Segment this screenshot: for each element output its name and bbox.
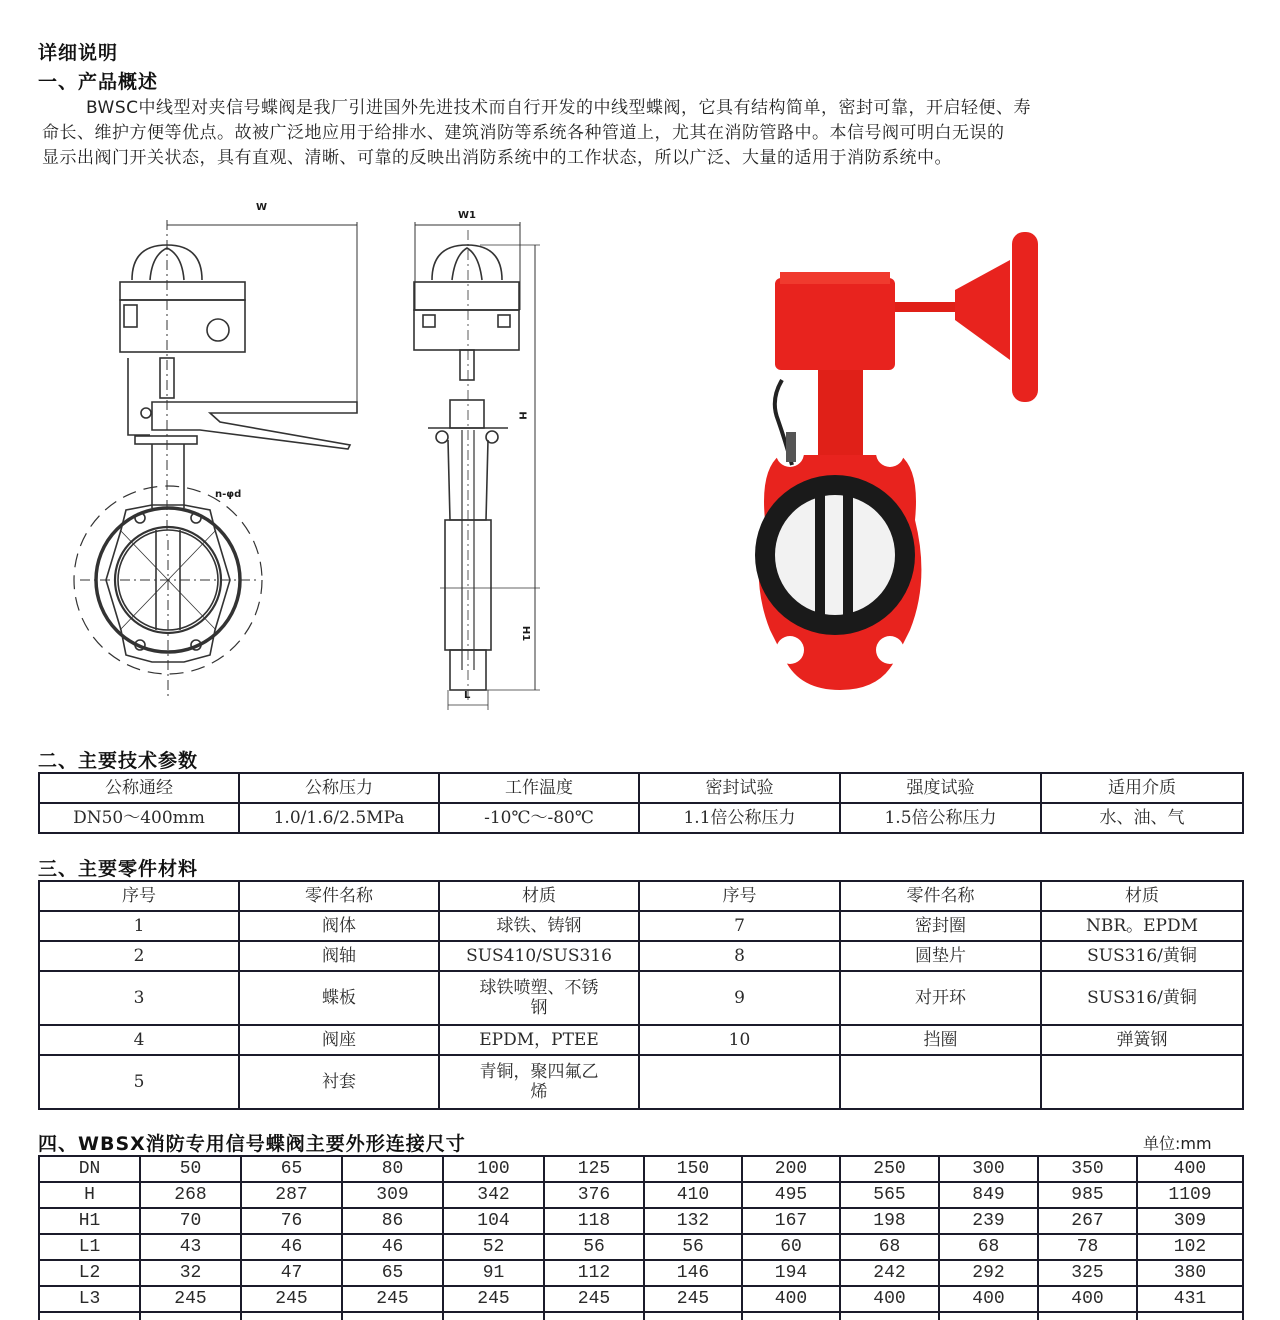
- cell: 245: [644, 1286, 742, 1312]
- header-cell: 序号: [39, 881, 239, 911]
- row-label: H1: [39, 1208, 140, 1234]
- dimension-label-w: W: [256, 202, 268, 213]
- header-cell: 工作温度: [439, 773, 639, 803]
- header-cell: 零件名称: [840, 881, 1041, 911]
- header-cell: 序号: [639, 881, 840, 911]
- dimension-row-h1: [39, 1208, 1243, 1234]
- unit-label: 单位:mm: [1143, 1134, 1212, 1153]
- cell: 100: [443, 1156, 544, 1182]
- dimensions-table: [38, 1155, 1244, 1320]
- cell: 青铜，聚四氟乙烯: [439, 1055, 639, 1109]
- cell: 对开环: [840, 971, 1041, 1025]
- cell: 52: [443, 1234, 544, 1260]
- cell: 309: [342, 1182, 443, 1208]
- param-seal-test: 1.1倍公称压力: [639, 803, 840, 833]
- cell: 167: [742, 1208, 840, 1234]
- cell: 400: [1137, 1156, 1243, 1182]
- dimension-label-w1: W1: [458, 210, 476, 221]
- cell: 325: [1038, 1260, 1137, 1286]
- table-row: [39, 1025, 1243, 1055]
- cell: 46: [342, 1234, 443, 1260]
- cell: SUS410/SUS316: [439, 941, 639, 971]
- cell: 68: [840, 1234, 939, 1260]
- cell: 60: [742, 1234, 840, 1260]
- dimension-row-l3: [39, 1286, 1243, 1312]
- overview-line-2: 命长、维护方便等优点。故被广泛地应用于给排水、建筑消防等系统各种管道上，尤其在消防管路中。本信号阀可明白无误的: [42, 123, 1005, 143]
- product-photo-valve: [730, 220, 1070, 700]
- cell: 287: [241, 1182, 342, 1208]
- cell: 380: [1137, 1260, 1243, 1286]
- section-heading-dimensions: 四、WBSX消防专用信号蝶阀主要外形连接尺寸: [38, 1133, 466, 1155]
- param-strength-test: 1.5倍公称压力: [840, 803, 1041, 833]
- table-row: [39, 803, 1243, 833]
- cell: 400: [1038, 1286, 1137, 1312]
- cell: 10: [639, 1025, 840, 1055]
- header-cell: 强度试验: [840, 773, 1041, 803]
- dimension-label-bolt-holes: n-φd: [215, 489, 242, 500]
- cell: 76: [241, 1208, 342, 1234]
- dimension-row-l2: [39, 1260, 1243, 1286]
- cell: 350: [1038, 1156, 1137, 1182]
- cell: [840, 1055, 1041, 1109]
- cell: 1109: [1137, 1182, 1243, 1208]
- document-title: 详细说明: [38, 42, 119, 64]
- cell: 衬套: [239, 1055, 439, 1109]
- cell: 1: [39, 911, 239, 941]
- dimension-label-h1: H1: [520, 625, 532, 642]
- dimension-label-h: H: [516, 411, 528, 420]
- cell: EPDM，PTEE: [439, 1025, 639, 1055]
- cell: 4: [39, 1025, 239, 1055]
- cell: 242: [840, 1260, 939, 1286]
- cell: 267: [1038, 1208, 1137, 1234]
- header-cell: 适用介质: [1041, 773, 1243, 803]
- cell: SUS316/黄铜: [1041, 971, 1243, 1025]
- cell: 挡圈: [840, 1025, 1041, 1055]
- cell: 245: [342, 1286, 443, 1312]
- cell: 300: [939, 1156, 1038, 1182]
- cell: [1041, 1055, 1243, 1109]
- table-row: [39, 911, 1243, 941]
- front-view-drawing: [60, 200, 380, 720]
- cell: 292: [939, 1260, 1038, 1286]
- cell: 47: [241, 1260, 342, 1286]
- cell: NBR。EPDM: [1041, 911, 1243, 941]
- cell: 56: [644, 1234, 742, 1260]
- cell: 86: [342, 1208, 443, 1234]
- param-working-temperature: -10℃～-80℃: [439, 803, 639, 833]
- cell: 250: [840, 1156, 939, 1182]
- materials-table: [38, 880, 1244, 1110]
- cell: 弹簧钢: [1041, 1025, 1243, 1055]
- row-label: DN: [39, 1156, 140, 1182]
- cell: 309: [1137, 1208, 1243, 1234]
- param-nominal-diameter: DN50～400mm: [39, 803, 239, 833]
- cell: SUS316/黄铜: [1041, 941, 1243, 971]
- side-view-drawing: [390, 200, 570, 720]
- dimension-row-l1: [39, 1234, 1243, 1260]
- header-cell: 材质: [1041, 881, 1243, 911]
- cell: 342: [443, 1182, 544, 1208]
- dimension-row-h: [39, 1182, 1243, 1208]
- row-label: L2: [39, 1260, 140, 1286]
- cell: 132: [644, 1208, 742, 1234]
- table-row: [39, 941, 1243, 971]
- param-nominal-pressure: 1.0/1.6/2.5MPa: [239, 803, 439, 833]
- cell: 密封圈: [840, 911, 1041, 941]
- cell: 圆垫片: [840, 941, 1041, 971]
- cell: 239: [939, 1208, 1038, 1234]
- cell: 245: [544, 1286, 644, 1312]
- cell: 65: [342, 1260, 443, 1286]
- cell: 阀体: [239, 911, 439, 941]
- section-heading-materials: 三、主要零件材料: [38, 858, 199, 880]
- cell: 198: [840, 1208, 939, 1234]
- cell: 104: [443, 1208, 544, 1234]
- header-cell: 零件名称: [239, 881, 439, 911]
- cell: 7: [639, 911, 840, 941]
- cell: 268: [140, 1182, 241, 1208]
- cell: 118: [544, 1208, 644, 1234]
- cell: 125: [544, 1156, 644, 1182]
- cell: 150: [644, 1156, 742, 1182]
- cell: 32: [140, 1260, 241, 1286]
- cell: 245: [443, 1286, 544, 1312]
- cell: 2: [39, 941, 239, 971]
- cell: 阀座: [239, 1025, 439, 1055]
- cell: 849: [939, 1182, 1038, 1208]
- cell: 431: [1137, 1286, 1243, 1312]
- header-cell: 公称通经: [39, 773, 239, 803]
- cell: 球铁、铸钢: [439, 911, 639, 941]
- cell: 56: [544, 1234, 644, 1260]
- table-row: [39, 971, 1243, 1025]
- table-row: [39, 1055, 1243, 1109]
- dimension-row-cut-off: [39, 1312, 1243, 1320]
- section-heading-overview: 一、产品概述: [38, 71, 159, 93]
- cell: 400: [939, 1286, 1038, 1312]
- cell: 80: [342, 1156, 443, 1182]
- table-header-row: [39, 881, 1243, 911]
- cell: 146: [644, 1260, 742, 1286]
- cell: 194: [742, 1260, 840, 1286]
- cell: 400: [840, 1286, 939, 1312]
- cell: 78: [1038, 1234, 1137, 1260]
- cell: 410: [644, 1182, 742, 1208]
- cell: 985: [1038, 1182, 1137, 1208]
- overview-line-1: BWSC中线型对夹信号蝶阀是我厂引进国外先进技术而自行开发的中线型蝶阀，它具有结构简单，密封可靠，开启轻便、寿: [86, 98, 1032, 118]
- cell: 50: [140, 1156, 241, 1182]
- dimension-row-dn: [39, 1156, 1243, 1182]
- cell: 阀轴: [239, 941, 439, 971]
- param-applicable-media: 水、油、气: [1041, 803, 1243, 833]
- cell: 9: [639, 971, 840, 1025]
- cell: 102: [1137, 1234, 1243, 1260]
- header-cell: 密封试验: [639, 773, 840, 803]
- table-header-row: [39, 773, 1243, 803]
- dimension-label-l: L: [464, 690, 471, 701]
- header-cell: 材质: [439, 881, 639, 911]
- cell: 565: [840, 1182, 939, 1208]
- cell: 112: [544, 1260, 644, 1286]
- cell: 495: [742, 1182, 840, 1208]
- cell: 200: [742, 1156, 840, 1182]
- tech-params-table: [38, 772, 1244, 834]
- cell: 400: [742, 1286, 840, 1312]
- overview-line-3: 显示出阀门开关状态，具有直观、清晰、可靠的反映出消防系统中的工作状态，所以广泛、大量的适用于消防系统中。: [42, 148, 952, 168]
- cell: 46: [241, 1234, 342, 1260]
- cell: 68: [939, 1234, 1038, 1260]
- row-label: H: [39, 1182, 140, 1208]
- cell: 376: [544, 1182, 644, 1208]
- cell: 91: [443, 1260, 544, 1286]
- cell: 5: [39, 1055, 239, 1109]
- cell: 蝶板: [239, 971, 439, 1025]
- row-label: L1: [39, 1234, 140, 1260]
- cell: [639, 1055, 840, 1109]
- header-cell: 公称压力: [239, 773, 439, 803]
- cell: 43: [140, 1234, 241, 1260]
- row-label: L3: [39, 1286, 140, 1312]
- cell: 球铁喷塑、不锈钢: [439, 971, 639, 1025]
- cell: 70: [140, 1208, 241, 1234]
- cell: 245: [241, 1286, 342, 1312]
- cell: 65: [241, 1156, 342, 1182]
- cell: 8: [639, 941, 840, 971]
- cell: 245: [140, 1286, 241, 1312]
- cell: 3: [39, 971, 239, 1025]
- section-heading-tech-params: 二、主要技术参数: [38, 750, 199, 772]
